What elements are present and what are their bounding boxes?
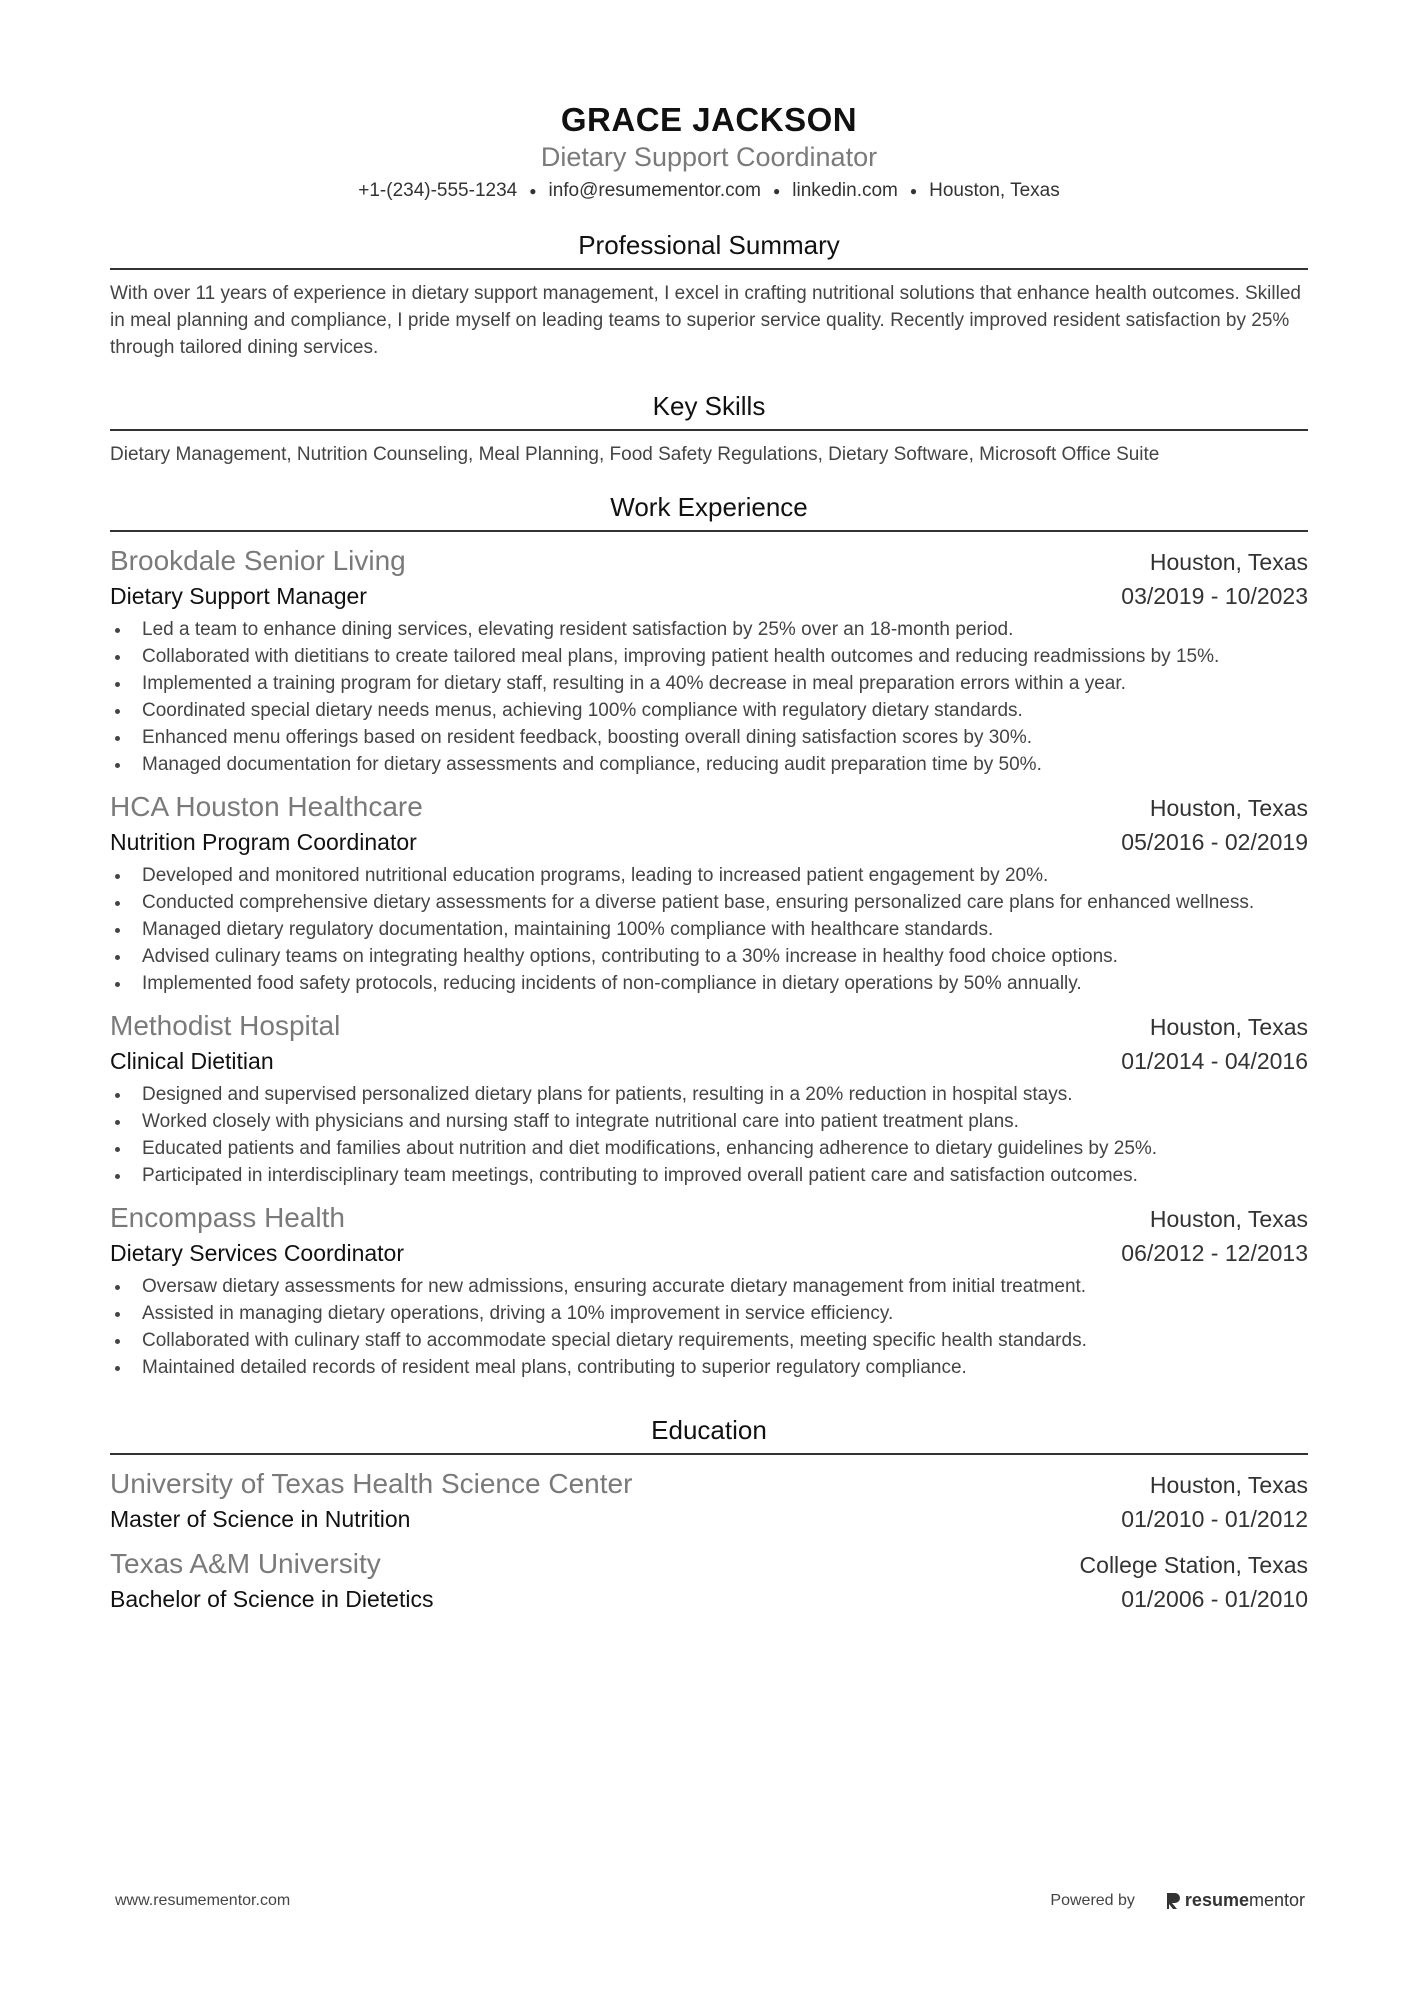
edu-location: Houston, Texas	[1149, 1472, 1308, 1499]
brand-logo	[1165, 1890, 1305, 1911]
job-bullet: Collaborated with culinary staff to accommodate special dietary requirements, meeting specific health standards.	[110, 1327, 1308, 1354]
job-role: Clinical Dietitian	[110, 1048, 274, 1075]
job-dates: 05/2016 - 02/2019	[1121, 829, 1308, 856]
experience-section	[110, 488, 1308, 1381]
edu-degree-row	[110, 1583, 1308, 1615]
job-bullet-list	[110, 1273, 1308, 1381]
contact-location: Houston, Texas	[929, 180, 1060, 202]
bullet-separator: ●	[529, 184, 537, 198]
job-entry	[110, 788, 1308, 997]
job-header-row	[110, 1199, 1308, 1237]
skills-text: Dietary Management, Nutrition Counseling, Meal Planning, Food Safety Regulations, Dietary Software, Microsoft Office Suite	[110, 444, 1160, 466]
job-bullet: Enhanced menu offerings based on resident feedback, boosting overall dining satisfaction scores by 30%.	[110, 724, 1308, 751]
job-dates: 03/2019 - 10/2023	[1121, 583, 1308, 610]
resumementor-logo-icon	[1165, 1891, 1181, 1911]
job-entry	[110, 542, 1308, 778]
skills-section	[110, 387, 1308, 468]
brand-name-light: mentor	[1248, 1890, 1305, 1910]
edu-degree-row	[110, 1503, 1308, 1535]
job-role: Dietary Support Manager	[110, 583, 367, 610]
candidate-name: GRACE JACKSON	[560, 101, 858, 138]
job-role-row	[110, 580, 1308, 612]
job-bullet: Implemented a training program for dietary staff, resulting in a 40% decrease in meal preparation errors within a year.	[110, 670, 1308, 697]
bullet-separator: ●	[909, 184, 918, 198]
section-heading: Work Experience	[110, 488, 1308, 532]
edu-degree: Bachelor of Science in Dietetics	[110, 1586, 434, 1613]
contact-email[interactable]: info@resumementor.com	[548, 180, 762, 202]
job-company: Methodist Hospital	[110, 1010, 341, 1042]
job-role-row	[110, 1045, 1308, 1077]
job-dates: 01/2014 - 04/2016	[1121, 1048, 1308, 1075]
job-bullet: Assisted in managing dietary operations, driving a 10% improvement in service efficiency.	[110, 1300, 1308, 1327]
section-heading: Key Skills	[110, 387, 1308, 431]
job-list	[110, 542, 1308, 1381]
job-entry	[110, 1199, 1308, 1381]
job-bullet: Oversaw dietary assessments for new admissions, ensuring accurate dietary management from initial treatment.	[110, 1273, 1308, 1300]
edu-dates: 01/2006 - 01/2010	[1121, 1586, 1308, 1613]
job-location: Houston, Texas	[1149, 795, 1308, 822]
job-bullet-list	[110, 1081, 1308, 1189]
job-bullet: Participated in interdisciplinary team meetings, contributing to improved overall patient care and satisfaction outcomes.	[110, 1162, 1308, 1189]
education-entry	[110, 1465, 1308, 1535]
bullet-separator: ●	[773, 184, 781, 198]
job-location: Houston, Texas	[1149, 549, 1308, 576]
job-bullet: Managed dietary regulatory documentation, maintaining 100% compliance with healthcare standards.	[110, 916, 1308, 943]
education-list	[110, 1465, 1308, 1615]
edu-header-row	[110, 1465, 1308, 1503]
education-section	[110, 1411, 1308, 1615]
contact-linkedin[interactable]: linkedin.com	[792, 180, 898, 202]
job-bullet: Developed and monitored nutritional education programs, leading to increased patient engagement by 20%.	[110, 862, 1308, 889]
edu-school: Texas A&M University	[110, 1548, 381, 1580]
brand-name-bold: resume	[1184, 1890, 1249, 1910]
edu-header-row	[110, 1545, 1308, 1583]
job-bullet: Maintained detailed records of resident meal plans, contributing to superior regulatory compliance.	[110, 1354, 1308, 1381]
job-bullet: Managed documentation for dietary assessments and compliance, reducing audit preparation time by 50%.	[110, 751, 1308, 778]
job-bullet: Implemented food safety protocols, reducing incidents of non-compliance in dietary operations by 50% annually.	[110, 970, 1308, 997]
job-role: Dietary Services Coordinator	[110, 1240, 405, 1267]
job-role-row	[110, 1237, 1308, 1269]
resume-header	[110, 96, 1308, 206]
job-bullet: Advised culinary teams on integrating healthy options, contributing to a 30% increase in healthy food choice options.	[110, 943, 1308, 970]
contact-line	[110, 176, 1308, 206]
section-heading: Professional Summary	[110, 226, 1308, 270]
job-company: Brookdale Senior Living	[110, 545, 406, 577]
job-bullet: Worked closely with physicians and nursing staff to integrate nutritional care into patient treatment plans.	[110, 1108, 1308, 1135]
job-bullet: Led a team to enhance dining services, elevating resident satisfaction by 25% over an 18-month period.	[110, 616, 1308, 643]
section-heading: Education	[110, 1411, 1308, 1455]
education-entry	[110, 1545, 1308, 1615]
edu-location: College Station, Texas	[1079, 1552, 1308, 1579]
summary-section	[110, 226, 1308, 361]
job-bullet: Designed and supervised personalized dietary plans for patients, resulting in a 20% reduction in hospital stays.	[110, 1081, 1308, 1108]
summary-text: With over 11 years of experience in dietary support management, I excel in crafting nutritional solutions that enhance health outcomes. Skilled in meal planning and compliance, I pride myself on leading teams to superior service quality. Recently improved resident satisfaction by 25% through tailored dining services.	[110, 283, 1301, 359]
job-company: Encompass Health	[110, 1202, 346, 1234]
footer-url[interactable]: www.resumementor.com	[115, 1891, 291, 1909]
job-bullet: Educated patients and families about nutrition and diet modifications, enhancing adherence to dietary guidelines by 25%.	[110, 1135, 1308, 1162]
job-bullet: Collaborated with dietitians to create tailored meal plans, improving patient health outcomes and reducing readmissions by 15%.	[110, 643, 1308, 670]
edu-school: University of Texas Health Science Center	[110, 1468, 633, 1500]
page-footer	[115, 1890, 1305, 1911]
job-header-row	[110, 542, 1308, 580]
job-location: Houston, Texas	[1149, 1014, 1308, 1041]
job-bullet-list	[110, 862, 1308, 997]
edu-degree: Master of Science in Nutrition	[110, 1506, 411, 1533]
job-dates: 06/2012 - 12/2013	[1121, 1240, 1308, 1267]
resume-page	[110, 96, 1308, 1615]
job-bullet: Coordinated special dietary needs menus, achieving 100% compliance with regulatory dietary standards.	[110, 697, 1308, 724]
job-company: HCA Houston Healthcare	[110, 791, 423, 823]
edu-dates: 01/2010 - 01/2012	[1121, 1506, 1308, 1533]
job-bullet-list	[110, 616, 1308, 778]
job-header-row	[110, 1007, 1308, 1045]
powered-by-label: Powered by	[1050, 1891, 1135, 1909]
job-role-row	[110, 826, 1308, 858]
job-location: Houston, Texas	[1149, 1206, 1308, 1233]
job-header-row	[110, 788, 1308, 826]
job-entry	[110, 1007, 1308, 1189]
candidate-title: Dietary Support Coordinator	[540, 142, 878, 172]
powered-by	[1050, 1890, 1305, 1911]
contact-phone: +1-(234)-555-1234	[358, 180, 518, 202]
job-bullet: Conducted comprehensive dietary assessments for a diverse patient base, ensuring personalized care plans for enhanced wellness.	[110, 889, 1308, 916]
job-role: Nutrition Program Coordinator	[110, 829, 417, 856]
